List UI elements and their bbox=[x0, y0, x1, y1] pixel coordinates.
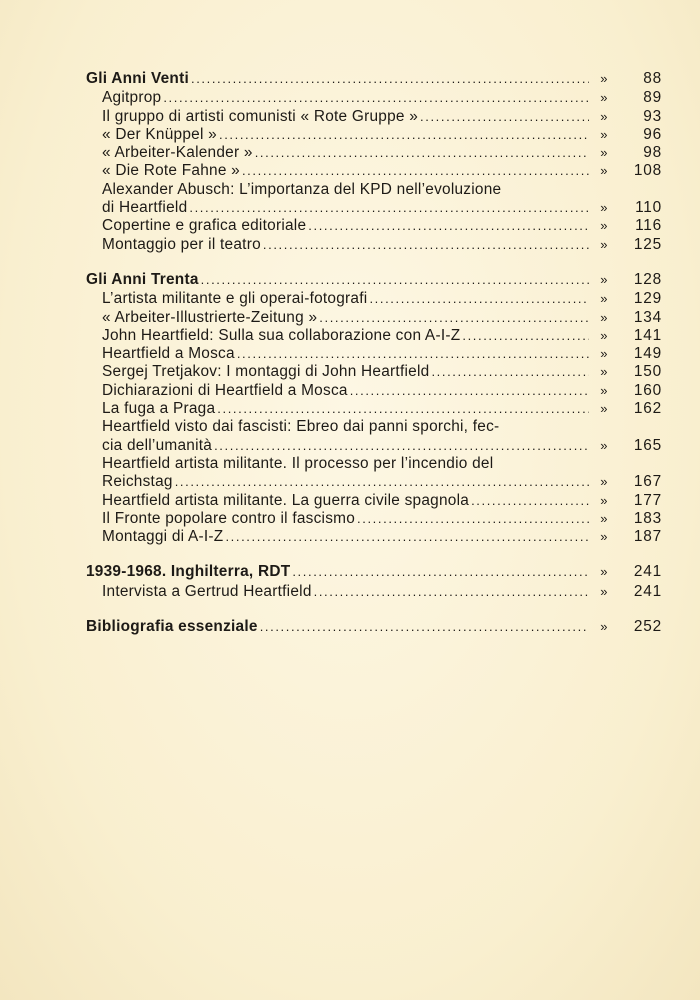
page-number: 183 bbox=[633, 509, 662, 527]
entry-title: Agitprop bbox=[102, 89, 162, 107]
ditto-mark: » bbox=[600, 619, 608, 635]
dot-leader bbox=[319, 309, 589, 327]
toc-entry bbox=[86, 382, 662, 400]
dot-leader bbox=[314, 583, 589, 601]
entry-title: Reichstag bbox=[102, 473, 173, 491]
page-number: 165 bbox=[633, 436, 662, 454]
dot-leader bbox=[242, 162, 589, 180]
entry-title: Gli Anni Trenta bbox=[86, 270, 199, 288]
ditto-mark: » bbox=[600, 145, 608, 161]
dot-leader bbox=[189, 199, 589, 217]
dot-leader bbox=[225, 528, 589, 546]
toc-entry bbox=[86, 437, 662, 455]
ditto-mark: » bbox=[600, 291, 608, 307]
page-number: 134 bbox=[633, 308, 662, 326]
toc-entry bbox=[86, 181, 662, 199]
dot-leader bbox=[308, 217, 589, 235]
dot-leader bbox=[369, 290, 589, 308]
section-heading bbox=[86, 563, 662, 581]
toc-entry bbox=[86, 418, 662, 436]
dot-leader bbox=[214, 437, 589, 455]
page-number: 150 bbox=[633, 363, 662, 381]
toc-entry bbox=[86, 290, 662, 308]
dot-leader bbox=[462, 327, 589, 345]
page-number: 241 bbox=[633, 563, 662, 581]
dot-leader bbox=[350, 382, 589, 400]
entry-title: Heartfield artista militante. La guerra civile spagnola bbox=[102, 491, 470, 509]
toc-section bbox=[86, 563, 662, 601]
ditto-mark: » bbox=[600, 126, 608, 142]
page-number: 125 bbox=[633, 235, 662, 253]
dot-leader bbox=[260, 618, 589, 636]
entry-title: Heartfield a Mosca bbox=[102, 345, 235, 363]
toc-entry bbox=[86, 236, 662, 254]
entry-title: Il Fronte popolare contro il fascismo bbox=[102, 509, 356, 527]
entry-title: 1939-1968. Inghilterra, RDT bbox=[86, 563, 291, 581]
ditto-mark: » bbox=[600, 346, 608, 362]
ditto-mark: » bbox=[600, 327, 608, 343]
entry-title: Sergej Tretjakov: I montaggi di John Heartfield bbox=[102, 363, 430, 381]
ditto-mark: » bbox=[600, 90, 608, 106]
page-number: 98 bbox=[643, 144, 662, 162]
toc-entry bbox=[86, 400, 662, 418]
ditto-mark: » bbox=[600, 564, 608, 580]
dot-leader bbox=[219, 126, 589, 144]
page-number: 141 bbox=[633, 326, 662, 344]
toc-entry bbox=[86, 327, 662, 345]
toc-entry bbox=[86, 455, 662, 473]
page-number: 177 bbox=[633, 491, 662, 509]
page-number: 149 bbox=[633, 345, 662, 363]
entry-title: « Arbeiter-Kalender » bbox=[102, 144, 253, 162]
toc-entry bbox=[86, 345, 662, 363]
page-number: 116 bbox=[635, 217, 662, 235]
dot-leader bbox=[237, 345, 589, 363]
entry-title: Il gruppo di artisti comunisti « Rote Gruppe » bbox=[102, 107, 419, 125]
dot-leader bbox=[431, 363, 589, 381]
toc-entry bbox=[86, 162, 662, 180]
toc-entry bbox=[86, 144, 662, 162]
entry-title: Dichiarazioni di Heartfield a Mosca bbox=[102, 381, 348, 399]
toc-entry bbox=[86, 473, 662, 491]
section-heading bbox=[86, 618, 662, 636]
ditto-mark: » bbox=[600, 583, 608, 599]
page-number: 167 bbox=[633, 473, 662, 491]
table-of-contents bbox=[86, 70, 662, 653]
dot-leader bbox=[471, 492, 589, 510]
ditto-mark: » bbox=[600, 163, 608, 179]
toc-entry bbox=[86, 199, 662, 217]
dot-leader bbox=[255, 144, 589, 162]
toc-entry bbox=[86, 510, 662, 528]
dot-leader bbox=[201, 271, 589, 289]
page-number: 96 bbox=[643, 125, 662, 143]
ditto-mark: » bbox=[600, 364, 608, 380]
dot-leader bbox=[357, 510, 589, 528]
page-number: 162 bbox=[633, 400, 662, 418]
ditto-mark: » bbox=[600, 492, 608, 508]
toc-section bbox=[86, 70, 662, 254]
toc-entry bbox=[86, 583, 662, 601]
entry-title: Intervista a Gertrud Heartfield bbox=[102, 582, 312, 600]
page-number: 110 bbox=[635, 199, 662, 217]
page-number: 128 bbox=[633, 270, 662, 288]
dot-leader bbox=[420, 108, 589, 126]
ditto-mark: » bbox=[600, 271, 608, 287]
ditto-mark: » bbox=[600, 309, 608, 325]
dot-leader bbox=[292, 563, 589, 581]
entry-title: John Heartfield: Sulla sua collaborazione con A-I-Z bbox=[102, 326, 461, 344]
page-number: 89 bbox=[643, 89, 662, 107]
page-number: 129 bbox=[633, 290, 662, 308]
toc-entry bbox=[86, 309, 662, 327]
entry-title: Heartfield visto dai fascisti: Ebreo dai panni sporchi, fec- bbox=[102, 418, 500, 436]
ditto-mark: » bbox=[600, 474, 608, 490]
entry-title: Alexander Abusch: L’importanza del KPD nell’evoluzione bbox=[102, 180, 502, 198]
ditto-mark: » bbox=[600, 382, 608, 398]
entry-title: « Die Rote Fahne » bbox=[102, 162, 240, 180]
dot-leader bbox=[191, 70, 589, 88]
toc-entry bbox=[86, 126, 662, 144]
toc-entry bbox=[86, 363, 662, 381]
ditto-mark: » bbox=[600, 510, 608, 526]
dot-leader bbox=[163, 89, 589, 107]
entry-title: di Heartfield bbox=[102, 199, 188, 217]
ditto-mark: » bbox=[600, 437, 608, 453]
page-number: 241 bbox=[633, 582, 662, 600]
entry-title: Copertine e grafica editoriale bbox=[102, 217, 307, 235]
ditto-mark: » bbox=[600, 108, 608, 124]
page-number: 88 bbox=[643, 70, 662, 87]
toc-entry bbox=[86, 217, 662, 235]
toc-entry bbox=[86, 528, 662, 546]
page-number: 108 bbox=[633, 162, 662, 180]
entry-title: « Der Knüppel » bbox=[102, 125, 217, 143]
toc-entry bbox=[86, 108, 662, 126]
ditto-mark: » bbox=[600, 200, 608, 216]
entry-title: Montaggio per il teatro bbox=[102, 235, 261, 253]
page-number: 93 bbox=[643, 107, 662, 125]
toc-entry bbox=[86, 492, 662, 510]
toc-section bbox=[86, 618, 662, 636]
page-number: 160 bbox=[633, 381, 662, 399]
page-number: 187 bbox=[633, 528, 662, 546]
section-heading bbox=[86, 70, 662, 88]
entry-title: « Arbeiter-Illustrierte-Zeitung » bbox=[102, 308, 318, 326]
dot-leader bbox=[175, 473, 589, 491]
entry-title: Bibliografia essenziale bbox=[86, 618, 258, 636]
entry-title: Heartfield artista militante. Il processo per l’incendio del bbox=[102, 454, 494, 472]
ditto-mark: » bbox=[600, 236, 608, 252]
dot-leader bbox=[217, 400, 589, 418]
entry-title: Montaggi di A-I-Z bbox=[102, 528, 224, 546]
ditto-mark: » bbox=[600, 401, 608, 417]
entry-title: cia dell’umanità bbox=[102, 436, 213, 454]
toc-section bbox=[86, 271, 662, 546]
page-number: 252 bbox=[633, 618, 662, 636]
entry-title: La fuga a Praga bbox=[102, 400, 216, 418]
ditto-mark: » bbox=[600, 218, 608, 234]
toc-entry bbox=[86, 89, 662, 107]
entry-title: Gli Anni Venti bbox=[86, 70, 189, 87]
ditto-mark: » bbox=[600, 71, 608, 86]
dot-leader bbox=[263, 236, 589, 254]
section-heading bbox=[86, 271, 662, 289]
ditto-mark: » bbox=[600, 529, 608, 545]
entry-title: L’artista militante e gli operai-fotografi bbox=[102, 290, 368, 308]
